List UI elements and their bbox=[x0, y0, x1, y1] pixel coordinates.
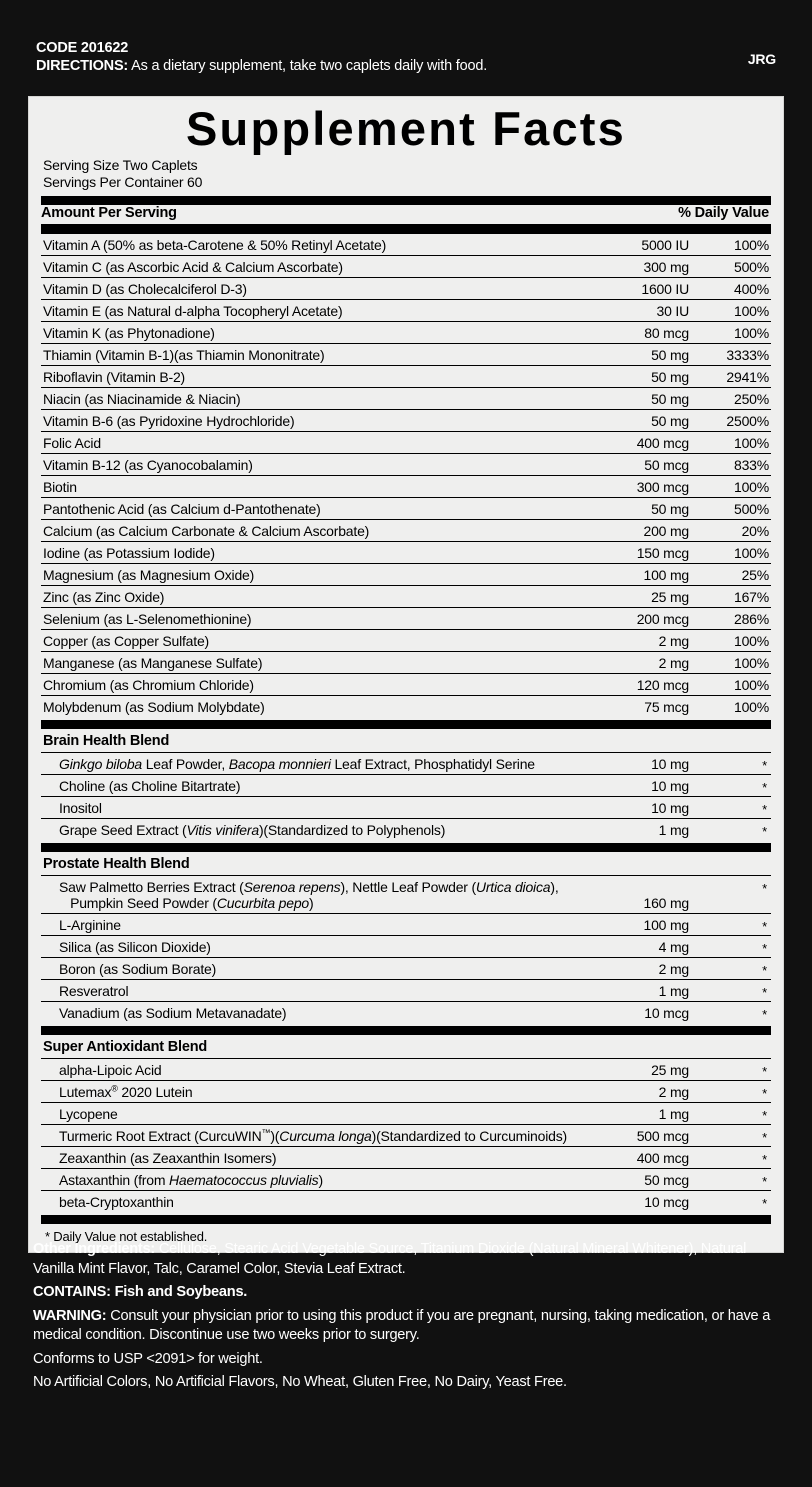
blend-ingredient-row bbox=[41, 1191, 771, 1213]
daily-value-header: % Daily Value bbox=[678, 205, 769, 221]
blend-ingredient-amount: 25 mg bbox=[591, 1059, 703, 1081]
nutrient-name: Magnesium (as Magnesium Oxide) bbox=[41, 564, 591, 586]
nutrient-row bbox=[41, 520, 771, 542]
blend-ingredient-daily-value: * bbox=[703, 876, 771, 914]
blend-ingredient-daily-value: * bbox=[703, 1081, 771, 1103]
blend-ingredient-row bbox=[41, 775, 771, 797]
blend-ingredient-name: Saw Palmetto Berries Extract (Serenoa repens), Nettle Leaf Powder (Urtica dioica), Pumpkin Seed Powder (Cucurbita pepo) bbox=[41, 876, 591, 914]
nutrient-row bbox=[41, 608, 771, 630]
nutrient-row bbox=[41, 652, 771, 674]
nutrient-amount: 400 mcg bbox=[591, 432, 703, 454]
nutrient-row bbox=[41, 432, 771, 454]
blend-title: Brain Health Blend bbox=[43, 733, 170, 749]
blend-ingredient-daily-value: * bbox=[703, 980, 771, 1002]
nutrient-name: Manganese (as Manganese Sulfate) bbox=[41, 652, 591, 674]
nutrient-row bbox=[41, 564, 771, 586]
nutrient-name: Vitamin B-12 (as Cyanocobalamin) bbox=[41, 454, 591, 476]
blend-ingredient-amount: 1 mg bbox=[591, 980, 703, 1002]
blend-heading-row bbox=[41, 729, 771, 753]
blend-ingredient-amount: 1 mg bbox=[591, 1103, 703, 1125]
nutrient-daily-value: 100% bbox=[703, 432, 771, 454]
nutrient-row bbox=[41, 234, 771, 256]
nutrient-amount: 2 mg bbox=[591, 652, 703, 674]
warning-text: Consult your physician prior to using this product if you are pregnant, nursing, taking medication, or have a medical condition. Discontinue use two weeks prior to surgery. bbox=[33, 1307, 771, 1343]
directions-text: As a dietary supplement, take two caplets daily with food. bbox=[131, 58, 488, 74]
nutrient-name: Copper (as Copper Sulfate) bbox=[41, 630, 591, 652]
nutrient-amount: 1600 IU bbox=[591, 278, 703, 300]
facts-table bbox=[41, 205, 771, 1224]
blend-ingredient-row bbox=[41, 1002, 771, 1024]
nutrient-daily-value: 833% bbox=[703, 454, 771, 476]
facts-table-body bbox=[41, 205, 771, 1224]
blend-ingredient-amount: 100 mg bbox=[591, 914, 703, 936]
other-ingredients-text: Cellulose, Stearic Acid Vegetable Source, Titanium Dioxide (Natural Mineral Whitener), Natural Vanilla Mint Flavor, Talc, Caramel Color, Stevia Leaf Extract. bbox=[33, 1241, 747, 1277]
nutrient-name: Iodine (as Potassium Iodide) bbox=[41, 542, 591, 564]
nutrient-row bbox=[41, 344, 771, 366]
nutrient-amount: 50 mcg bbox=[591, 454, 703, 476]
blend-heading-row bbox=[41, 852, 771, 876]
blend-ingredient-row bbox=[41, 797, 771, 819]
blend-separator-bar bbox=[41, 843, 771, 852]
free-from-line: No Artificial Colors, No Artificial Flavors, No Wheat, Gluten Free, No Dairy, Yeast Free. bbox=[33, 1374, 567, 1390]
blend-separator-row bbox=[41, 1023, 771, 1035]
nutrient-row bbox=[41, 388, 771, 410]
nutrient-daily-value: 167% bbox=[703, 586, 771, 608]
blend-ingredient-daily-value: * bbox=[703, 797, 771, 819]
blend-title-spacer bbox=[591, 729, 703, 753]
blend-ingredient-daily-value: * bbox=[703, 1169, 771, 1191]
nutrient-daily-value: 2500% bbox=[703, 410, 771, 432]
nutrient-name: Vitamin D (as Cholecalciferol D-3) bbox=[41, 278, 591, 300]
blend-title: Super Antioxidant Blend bbox=[43, 1039, 208, 1055]
nutrient-name: Vitamin E (as Natural d-alpha Tocopheryl Acetate) bbox=[41, 300, 591, 322]
nutrient-amount: 150 mcg bbox=[591, 542, 703, 564]
blend-ingredient-daily-value: * bbox=[703, 1147, 771, 1169]
nutrient-name: Biotin bbox=[41, 476, 591, 498]
nutrient-name: Vitamin K (as Phytonadione) bbox=[41, 322, 591, 344]
blend-ingredient-row bbox=[41, 1059, 771, 1081]
nutrient-daily-value: 100% bbox=[703, 322, 771, 344]
nutrient-daily-value: 250% bbox=[703, 388, 771, 410]
nutrient-row bbox=[41, 300, 771, 322]
blend-ingredient-amount: 10 mcg bbox=[591, 1191, 703, 1213]
nutrient-daily-value: 286% bbox=[703, 608, 771, 630]
nutrient-amount: 50 mg bbox=[591, 410, 703, 432]
blend-ingredient-row bbox=[41, 753, 771, 775]
servings-per-container: Servings Per Container 60 bbox=[43, 173, 203, 190]
blend-ingredient-row bbox=[41, 1081, 771, 1103]
contains-text: Fish and Soybeans. bbox=[114, 1284, 248, 1300]
nutrient-name: Calcium (as Calcium Carbonate & Calcium Ascorbate) bbox=[41, 520, 591, 542]
nutrient-name: Vitamin B-6 (as Pyridoxine Hydrochloride) bbox=[41, 410, 591, 432]
blend-ingredient-name: Zeaxanthin (as Zeaxanthin Isomers) bbox=[41, 1147, 591, 1169]
nutrient-row bbox=[41, 696, 771, 718]
nutrient-daily-value: 100% bbox=[703, 476, 771, 498]
nutrient-name: Niacin (as Niacinamide & Niacin) bbox=[41, 388, 591, 410]
blend-ingredient-row bbox=[41, 914, 771, 936]
nutrient-amount: 75 mcg bbox=[591, 696, 703, 718]
blend-ingredient-daily-value: * bbox=[703, 1002, 771, 1024]
header-bar bbox=[41, 224, 771, 233]
directions-line bbox=[36, 57, 776, 76]
nutrient-name: Vitamin A (50% as beta-Carotene & 50% Retinyl Acetate) bbox=[41, 234, 591, 256]
blend-ingredient-daily-value: * bbox=[703, 775, 771, 797]
blend-ingredient-row bbox=[41, 1103, 771, 1125]
usp-line: Conforms to USP <2091> for weight. bbox=[33, 1350, 263, 1367]
nutrient-amount: 50 mg bbox=[591, 498, 703, 520]
nutrient-name: Riboflavin (Vitamin B-2) bbox=[41, 366, 591, 388]
nutrient-row bbox=[41, 498, 771, 520]
label-footer bbox=[33, 1240, 781, 1393]
nutrient-daily-value: 2941% bbox=[703, 366, 771, 388]
facts-closing-bar bbox=[41, 1215, 771, 1224]
nutrient-daily-value: 500% bbox=[703, 498, 771, 520]
nutrient-name: Molybdenum (as Sodium Molybdate) bbox=[41, 696, 591, 718]
blend-ingredient-amount: 10 mg bbox=[591, 753, 703, 775]
blend-ingredient-name: Choline (as Choline Bitartrate) bbox=[41, 775, 591, 797]
nutrient-row bbox=[41, 454, 771, 476]
blend-ingredient-name: Silica (as Silicon Dioxide) bbox=[41, 936, 591, 958]
nutrient-name: Vitamin C (as Ascorbic Acid & Calcium Ascorbate) bbox=[41, 256, 591, 278]
daily-value-footnote: * Daily Value not established. bbox=[45, 1229, 208, 1244]
nutrient-name: Thiamin (Vitamin B-1)(as Thiamin Mononitrate) bbox=[41, 344, 591, 366]
nutrient-amount: 50 mg bbox=[591, 388, 703, 410]
contains-paragraph bbox=[33, 1283, 781, 1303]
other-ingredients-paragraph bbox=[33, 1240, 781, 1279]
nutrient-daily-value: 100% bbox=[703, 652, 771, 674]
blend-ingredient-amount: 400 mcg bbox=[591, 1147, 703, 1169]
nutrient-row bbox=[41, 410, 771, 432]
nutrient-daily-value: 3333% bbox=[703, 344, 771, 366]
blend-ingredient-daily-value: * bbox=[703, 1059, 771, 1081]
nutrient-amount: 120 mcg bbox=[591, 674, 703, 696]
label-header bbox=[36, 40, 776, 76]
blend-ingredient-name: Ginkgo biloba Leaf Powder, Bacopa monnieri Leaf Extract, Phosphatidyl Serine bbox=[41, 753, 591, 775]
nutrient-daily-value: 100% bbox=[703, 630, 771, 652]
blend-ingredient-daily-value: * bbox=[703, 958, 771, 980]
blend-ingredient-daily-value: * bbox=[703, 1191, 771, 1213]
blend-ingredient-row bbox=[41, 1169, 771, 1191]
nutrient-amount: 50 mg bbox=[591, 344, 703, 366]
nutrient-amount: 200 mg bbox=[591, 520, 703, 542]
blend-ingredient-name: beta-Cryptoxanthin bbox=[41, 1191, 591, 1213]
blend-ingredient-row bbox=[41, 936, 771, 958]
contains-label: CONTAINS: bbox=[33, 1284, 111, 1300]
other-ingredients-label: Other Ingredients: bbox=[33, 1241, 155, 1257]
nutrient-row bbox=[41, 476, 771, 498]
blend-ingredient-amount: 10 mg bbox=[591, 797, 703, 819]
nutrient-row bbox=[41, 366, 771, 388]
blend-ingredient-row bbox=[41, 1147, 771, 1169]
nutrient-name: Selenium (as L-Selenomethionine) bbox=[41, 608, 591, 630]
nutrient-amount: 300 mg bbox=[591, 256, 703, 278]
blend-title: Prostate Health Blend bbox=[43, 856, 190, 872]
nutrient-amount: 200 mcg bbox=[591, 608, 703, 630]
blend-ingredient-amount: 50 mcg bbox=[591, 1169, 703, 1191]
product-code: CODE 201622 bbox=[36, 40, 129, 56]
facts-column-headers bbox=[41, 205, 771, 221]
blend-ingredient-row bbox=[41, 958, 771, 980]
blend-ingredient-name: Grape Seed Extract (Vitis vinifera)(Standardized to Polyphenols) bbox=[41, 819, 591, 841]
blend-ingredient-amount: 4 mg bbox=[591, 936, 703, 958]
blend-heading-row bbox=[41, 1035, 771, 1059]
nutrient-amount: 25 mg bbox=[591, 586, 703, 608]
warning-paragraph bbox=[33, 1307, 781, 1346]
serving-info bbox=[41, 157, 771, 190]
panel-rule-top bbox=[41, 196, 771, 205]
nutrient-daily-value: 400% bbox=[703, 278, 771, 300]
blend-ingredient-name: alpha-Lipoic Acid bbox=[41, 1059, 591, 1081]
nutrient-name: Folic Acid bbox=[41, 432, 591, 454]
directions-label: DIRECTIONS: bbox=[36, 58, 129, 74]
nutrient-amount: 50 mg bbox=[591, 366, 703, 388]
nutrient-daily-value: 20% bbox=[703, 520, 771, 542]
blend-title-spacer-dv bbox=[703, 1035, 771, 1059]
nutrient-daily-value: 100% bbox=[703, 696, 771, 718]
blend-ingredient-amount: 10 mg bbox=[591, 775, 703, 797]
blend-ingredient-amount: 1 mg bbox=[591, 819, 703, 841]
blend-ingredient-name: Lycopene bbox=[41, 1103, 591, 1125]
blend-ingredient-name: Vanadium (as Sodium Metavanadate) bbox=[41, 1002, 591, 1024]
blend-ingredient-daily-value: * bbox=[703, 914, 771, 936]
blend-separator-row bbox=[41, 840, 771, 852]
header-bar-row bbox=[41, 221, 771, 234]
blend-title-spacer bbox=[591, 852, 703, 876]
initials-mark: JRG bbox=[747, 51, 776, 67]
blend-separator-row bbox=[41, 717, 771, 729]
nutrient-row bbox=[41, 322, 771, 344]
blend-separator-bar bbox=[41, 1026, 771, 1035]
blend-title-spacer bbox=[591, 1035, 703, 1059]
facts-closing-bar-row bbox=[41, 1212, 771, 1224]
blend-title-spacer-dv bbox=[703, 729, 771, 753]
nutrient-amount: 30 IU bbox=[591, 300, 703, 322]
nutrient-daily-value: 25% bbox=[703, 564, 771, 586]
nutrient-amount: 300 mcg bbox=[591, 476, 703, 498]
blend-ingredient-amount: 2 mg bbox=[591, 958, 703, 980]
blend-ingredient-row bbox=[41, 980, 771, 1002]
blend-ingredient-row bbox=[41, 819, 771, 841]
blend-ingredient-name: Resveratrol bbox=[41, 980, 591, 1002]
blend-ingredient-name: Turmeric Root Extract (CurcuWIN™)(Curcuma longa)(Standardized to Curcuminoids) bbox=[41, 1125, 591, 1147]
nutrient-row bbox=[41, 586, 771, 608]
nutrient-name: Zinc (as Zinc Oxide) bbox=[41, 586, 591, 608]
nutrient-row bbox=[41, 542, 771, 564]
nutrient-row bbox=[41, 674, 771, 696]
nutrient-daily-value: 100% bbox=[703, 234, 771, 256]
nutrient-row bbox=[41, 256, 771, 278]
nutrient-name: Chromium (as Chromium Chloride) bbox=[41, 674, 591, 696]
blend-ingredient-name: L-Arginine bbox=[41, 914, 591, 936]
blend-ingredient-row bbox=[41, 1125, 771, 1147]
nutrient-daily-value: 100% bbox=[703, 674, 771, 696]
blend-ingredient-name: Boron (as Sodium Borate) bbox=[41, 958, 591, 980]
amount-per-serving-header: Amount Per Serving bbox=[41, 205, 177, 221]
nutrient-row bbox=[41, 630, 771, 652]
blend-ingredient-daily-value: * bbox=[703, 819, 771, 841]
nutrient-row bbox=[41, 278, 771, 300]
nutrient-amount: 100 mg bbox=[591, 564, 703, 586]
nutrient-daily-value: 500% bbox=[703, 256, 771, 278]
blend-ingredient-amount: 500 mcg bbox=[591, 1125, 703, 1147]
blend-ingredient-name: Astaxanthin (from Haematococcus pluvialis) bbox=[41, 1169, 591, 1191]
blend-ingredient-amount: 10 mcg bbox=[591, 1002, 703, 1024]
nutrient-name: Pantothenic Acid (as Calcium d-Pantothenate) bbox=[41, 498, 591, 520]
nutrient-amount: 5000 IU bbox=[591, 234, 703, 256]
serving-size: Serving Size Two Caplets bbox=[43, 157, 198, 173]
blend-ingredient-daily-value: * bbox=[703, 1103, 771, 1125]
nutrient-daily-value: 100% bbox=[703, 542, 771, 564]
blend-ingredient-amount: 2 mg bbox=[591, 1081, 703, 1103]
nutrient-amount: 80 mcg bbox=[591, 322, 703, 344]
blend-ingredient-daily-value: * bbox=[703, 1125, 771, 1147]
blend-ingredient-name: Inositol bbox=[41, 797, 591, 819]
nutrient-amount: 2 mg bbox=[591, 630, 703, 652]
nutrient-daily-value: 100% bbox=[703, 300, 771, 322]
blend-separator-bar bbox=[41, 720, 771, 729]
blend-ingredient-daily-value: * bbox=[703, 753, 771, 775]
blend-ingredient-amount: 160 mg bbox=[591, 876, 703, 914]
blend-ingredient-daily-value: * bbox=[703, 936, 771, 958]
panel-title: Supplement Facts bbox=[185, 102, 626, 155]
blend-ingredient-name: Lutemax® 2020 Lutein bbox=[41, 1081, 591, 1103]
supplement-facts-panel bbox=[28, 96, 784, 1253]
warning-label: WARNING: bbox=[33, 1307, 107, 1324]
blend-ingredient-row bbox=[41, 876, 771, 914]
blend-title-spacer-dv bbox=[703, 852, 771, 876]
